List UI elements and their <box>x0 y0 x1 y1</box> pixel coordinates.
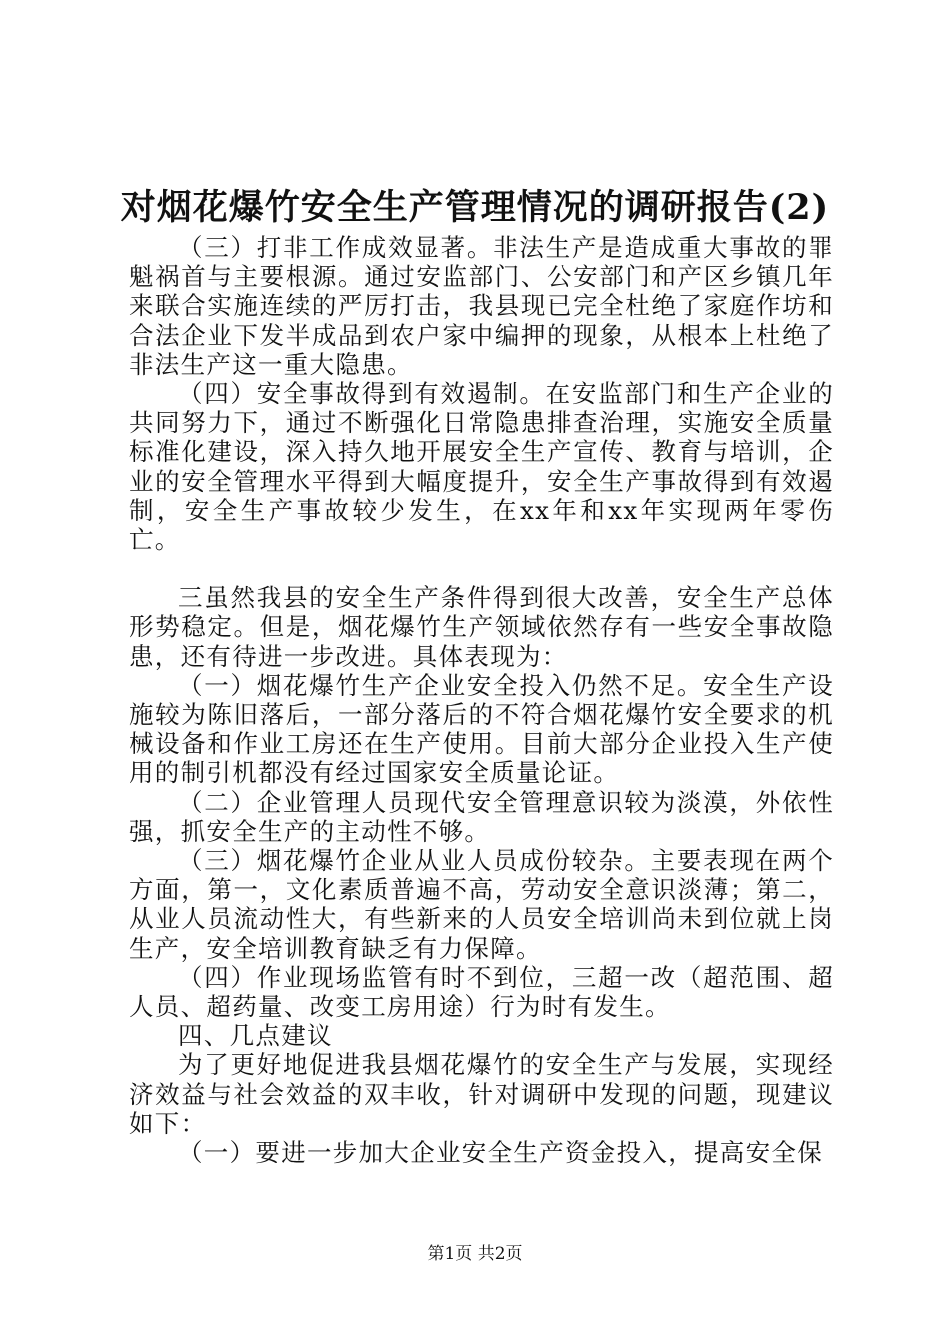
document-title: 对烟花爆竹安全生产管理情况的调研报告(2) <box>120 187 830 228</box>
page-footer: 第1页 共2页 <box>427 1244 523 1264</box>
paragraph: 为了更好地促进我县烟花爆竹的安全生产与发展，实现经济效益与社会效益的双丰收，针对调研中发现的问题，现建议如下： <box>129 1050 834 1138</box>
paragraph: 三虽然我县的安全生产条件得到很大改善，安全生产总体形势稳定。但是，烟花爆竹生产领域依然存有一些安全事故隐患，还有待进一步改进。具体表现为： <box>129 583 834 671</box>
paragraph: （三）烟花爆竹企业从业人员成份较杂。主要表现在两个方面，第一，文化素质普遍不高，劳动安全意识淡薄；第二，从业人员流动性大，有些新来的人员安全培训尚未到位就上岗生产，安全培训教育缺乏有力保障。 <box>129 846 834 963</box>
paragraph: （四）作业现场监管有时不到位，三超一改（超范围、超人员、超药量、改变工房用途）行为时有发生。 <box>129 962 834 1022</box>
paragraph: （一）要进一步加大企业安全生产资金投入，提高安全保 <box>178 1138 823 1168</box>
section-heading: 四、几点建议 <box>178 1021 333 1051</box>
paragraph: （四）安全事故得到有效遏制。在安监部门和生产企业的共同努力下，通过不断强化日常隐患排查治理，实施安全质量标准化建设，深入持久地开展安全生产宣传、教育与培训，企业的安全管理水平得到大幅度提升，安全生产事故得到有效遏制，安全生产事故较少发生，在xx年和xx年实现两年零伤亡。 <box>129 379 834 555</box>
document-body <box>129 233 834 1167</box>
paragraph: （二）企业管理人员现代安全管理意识较为淡漠，外依性强，抓安全生产的主动性不够。 <box>129 787 834 846</box>
paragraph: （一）烟花爆竹生产企业安全投入仍然不足。安全生产设施较为陈旧落后，一部分落后的不符合烟花爆竹安全要求的机械设备和作业工房还在生产使用。目前大部分企业投入生产使用的制引机都没有经过国家安全质量论证。 <box>129 670 834 788</box>
paragraph: （三）打非工作成效显著。非法生产是造成重大事故的罪魁祸首与主要根源。通过安监部门、公安部门和产区乡镇几年来联合实施连续的严厉打击，我县现已完全杜绝了家庭作坊和合法企业下发半成品到农户家中编押的现象，从根本上杜绝了非法生产这一重大隐患。 <box>129 233 834 379</box>
